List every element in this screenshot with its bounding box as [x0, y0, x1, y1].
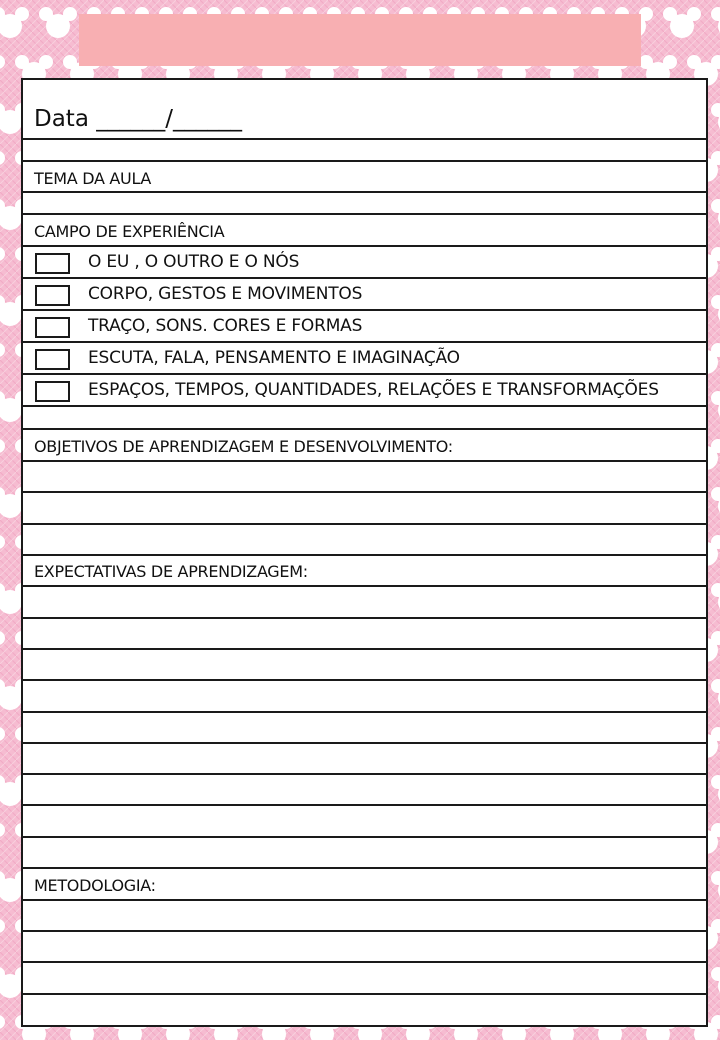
checkbox[interactable]	[35, 317, 70, 338]
divider	[23, 405, 706, 407]
checkbox[interactable]	[35, 349, 70, 370]
lesson-plan-sheet	[21, 78, 708, 1027]
divider	[23, 742, 706, 744]
checkbox[interactable]	[35, 285, 70, 306]
divider	[23, 804, 706, 806]
header-banner	[79, 14, 641, 66]
campo-option-traco-sons[interactable]	[23, 311, 706, 341]
campo-option-label: TRAÇO, SONS. CORES E FORMAS	[88, 316, 363, 336]
campo-option-label: ESPAÇOS, TEMPOS, QUANTIDADES, RELAÇÕES E TRANSFORMAÇÕES	[88, 380, 659, 400]
campo-option-label: CORPO, GESTOS E MOVIMENTOS	[88, 284, 363, 304]
divider	[23, 930, 706, 932]
divider	[23, 899, 706, 901]
divider	[23, 585, 706, 587]
objetivos-label: OBJETIVOS DE APRENDIZAGEM E DESENVOLVIMENTO:	[34, 437, 453, 456]
divider	[23, 836, 706, 838]
divider	[23, 428, 706, 430]
campo-option-label: O EU , O OUTRO E O NÓS	[88, 252, 300, 272]
divider	[23, 648, 706, 650]
campo-option-espacos-tempos[interactable]	[23, 375, 706, 405]
divider	[23, 554, 706, 556]
divider	[23, 191, 706, 193]
divider	[23, 961, 706, 963]
checkbox[interactable]	[35, 253, 70, 274]
campo-option-escuta-fala[interactable]	[23, 343, 706, 373]
divider	[23, 213, 706, 215]
checkbox[interactable]	[35, 381, 70, 402]
divider	[23, 138, 706, 140]
campo-option-label: ESCUTA, FALA, PENSAMENTO E IMAGINAÇÃO	[88, 348, 460, 368]
divider	[23, 993, 706, 995]
divider	[23, 523, 706, 525]
tema-da-aula-label: TEMA DA AULA	[34, 169, 152, 188]
date-field-label: Data ______/______	[34, 106, 242, 132]
divider	[23, 867, 706, 869]
divider	[23, 460, 706, 462]
campo-option-eu-outro-nos[interactable]	[23, 247, 706, 277]
divider	[23, 711, 706, 713]
divider	[23, 679, 706, 681]
divider	[23, 160, 706, 162]
expectativas-label: EXPECTATIVAS DE APRENDIZAGEM:	[34, 562, 308, 581]
divider	[23, 773, 706, 775]
divider	[23, 617, 706, 619]
campo-de-experiencia-label: CAMPO DE EXPERIÊNCIA	[34, 222, 225, 241]
divider	[23, 491, 706, 493]
metodologia-label: METODOLOGIA:	[34, 876, 156, 895]
campo-option-corpo-gestos[interactable]	[23, 279, 706, 309]
